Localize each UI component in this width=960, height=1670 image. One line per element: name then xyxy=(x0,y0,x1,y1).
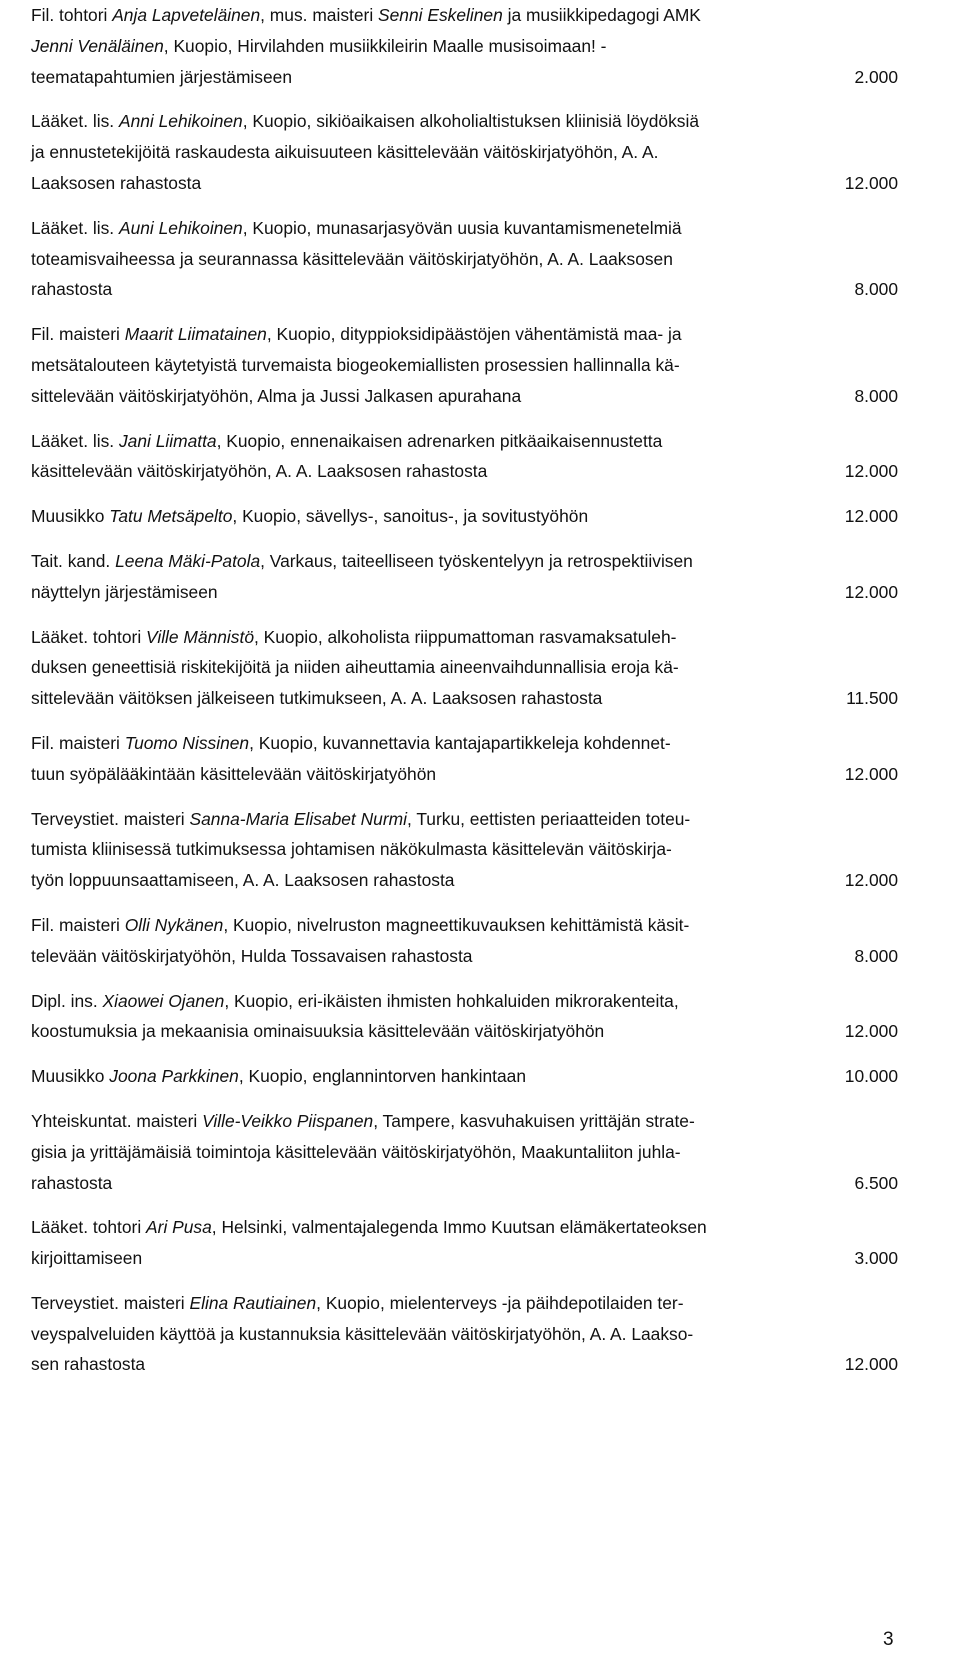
entry-text xyxy=(31,759,436,790)
grant-amount: 2.000 xyxy=(854,66,898,87)
entry-text xyxy=(31,324,682,344)
entry-line xyxy=(31,244,898,275)
recipient-name: Anja Lapveteläinen xyxy=(112,5,261,25)
entry-line xyxy=(31,910,898,941)
entry-line xyxy=(31,1137,898,1168)
entry-text-segment: , Kuopio, dityppioksidipäästöjen vähentämistä maa- ja xyxy=(266,324,682,345)
entry-text-segment: Terveystiet. maisteri xyxy=(31,808,190,829)
entry-text-segment: gisia ja yrittäjämäisiä toimintoja käsittelevään väitöskirjatyöhön, Maakuntaliiton juhla- xyxy=(31,1141,681,1162)
entry-line xyxy=(31,546,898,577)
entry-text-segment: , Turku, eettisten periaatteiden toteu- xyxy=(406,808,691,829)
entry-text-segment: Lääket. lis. xyxy=(31,430,119,451)
recipient-name: Anni Lehikoinen xyxy=(118,111,243,132)
entry-text xyxy=(31,809,690,829)
grant-entry xyxy=(31,426,898,488)
recipient-name: Jenni Venäläinen xyxy=(31,35,164,56)
entry-text-segment: metsätalouteen käytetyistä turvemaista biogeokemiallisten prosessien hallinnalla kä- xyxy=(31,354,680,375)
entry-text-segment: kirjoittamiseen xyxy=(31,1248,143,1269)
entry-line xyxy=(31,501,898,532)
entry-text xyxy=(31,501,588,532)
entry-text-segment: , mus. maisteri xyxy=(260,5,379,25)
grant-amount: 8.000 xyxy=(854,945,898,966)
entry-line xyxy=(31,350,898,381)
entry-text xyxy=(31,1111,695,1131)
entry-text xyxy=(31,36,606,56)
entry-line xyxy=(31,1016,898,1047)
entry-text xyxy=(31,627,676,647)
entry-text xyxy=(31,1061,526,1092)
entry-text xyxy=(31,733,671,753)
entry-line xyxy=(31,274,898,305)
entry-line xyxy=(31,804,898,835)
entry-text xyxy=(31,1243,142,1274)
entry-line xyxy=(31,759,898,790)
recipient-name: Ari Pusa xyxy=(146,1217,212,1238)
entry-text xyxy=(31,1324,693,1344)
entry-line xyxy=(31,941,898,972)
entry-text xyxy=(31,456,487,487)
grant-amount: 11.500 xyxy=(846,688,898,709)
recipient-name: Tatu Metsäpelto xyxy=(109,506,233,527)
entry-text xyxy=(31,657,679,677)
entry-text-segment: Lääket. lis. xyxy=(31,111,119,132)
entry-line xyxy=(31,168,898,199)
grant-list xyxy=(31,0,898,1380)
entry-text xyxy=(31,381,521,412)
entry-text-segment: ja ennustetekijöitä raskaudesta aikuisuuteen käsittelevään väitöskirjatyöhön, A. A. xyxy=(31,142,659,163)
entry-text xyxy=(31,274,112,305)
entry-text-segment: , Kuopio, eri-ikäisten ihmisten hohkaluiden mikrorakenteita, xyxy=(224,990,679,1011)
entry-text-segment: , Kuopio, nivelruston magneettikuvauksen kehittämistä käsit- xyxy=(223,914,690,935)
entry-text-segment: , Kuopio, sikiöaikaisen alkoholialtistuksen kliinisiä löydöksiä xyxy=(242,111,699,132)
entry-line xyxy=(31,622,898,653)
grant-amount: 12.000 xyxy=(844,1021,898,1042)
entry-line xyxy=(31,319,898,350)
entry-line xyxy=(31,834,898,865)
grant-entry xyxy=(31,728,898,790)
entry-text-segment: sittelevään väitöskirjatyöhön, Alma ja Jussi Jalkasen apurahana xyxy=(31,385,522,406)
recipient-name: Leena Mäki-Patola xyxy=(115,550,261,571)
grant-amount: 12.000 xyxy=(844,506,898,527)
entry-line xyxy=(31,577,898,608)
entry-text-segment: käsittelevään väitöskirjatyöhön, A. A. Laaksosen rahastosta xyxy=(31,461,488,482)
grant-entry xyxy=(31,910,898,972)
entry-text xyxy=(31,683,602,714)
entry-text xyxy=(31,865,454,896)
entry-line xyxy=(31,683,898,714)
recipient-name: Tuomo Nissinen xyxy=(124,732,250,753)
grant-entry xyxy=(31,986,898,1048)
entry-text xyxy=(31,1168,112,1199)
entry-line xyxy=(31,213,898,244)
document-page xyxy=(31,0,898,1394)
grant-amount: 12.000 xyxy=(844,1354,898,1375)
entry-text-segment: Fil. tohtori xyxy=(31,5,113,25)
entry-text xyxy=(31,839,672,859)
grant-entry xyxy=(31,106,898,198)
entry-text-segment: , Kuopio, ennenaikaisen adrenarken pitkäaikaisennustetta xyxy=(216,430,663,451)
grant-amount: 12.000 xyxy=(844,870,898,891)
entry-text xyxy=(31,941,472,972)
grant-entry xyxy=(31,622,898,714)
grant-amount: 3.000 xyxy=(854,1248,898,1269)
entry-text-segment: koostumuksia ja mekaanisia ominaisuuksia käsittelevään väitöskirjatyöhön xyxy=(31,1021,605,1042)
grant-entry xyxy=(31,1288,898,1380)
entry-text-segment: , Varkaus, taiteelliseen työskentelyyn ja retrospektiivisen xyxy=(260,550,693,571)
entry-text-segment: veyspalveluiden käyttöä ja kustannuksia käsittelevään väitöskirjatyöhön, A. A. Laakso- xyxy=(31,1323,694,1344)
recipient-name: Elina Rautiainen xyxy=(189,1292,317,1313)
entry-line xyxy=(31,31,898,62)
entry-line xyxy=(31,652,898,683)
entry-text-segment: Laaksosen rahastosta xyxy=(31,172,202,193)
recipient-name: Senni Eskelinen xyxy=(378,5,503,25)
entry-text xyxy=(31,1293,684,1313)
recipient-name: Ville Männistö xyxy=(146,626,254,647)
entry-text-segment: Lääket. tohtori xyxy=(31,1217,147,1238)
entry-text-segment: , Kuopio, alkoholista riippumattoman rasvamaksatuleh- xyxy=(254,626,677,647)
grant-amount: 8.000 xyxy=(854,279,898,300)
grant-entry xyxy=(31,0,898,92)
entry-text-segment: Fil. maisteri xyxy=(31,914,125,935)
entry-line xyxy=(31,1349,898,1380)
recipient-name: Olli Nykänen xyxy=(124,914,224,935)
entry-text xyxy=(31,218,682,238)
entry-text xyxy=(31,142,658,162)
entry-text-segment: rahastosta xyxy=(31,1172,113,1193)
grant-entry xyxy=(31,1061,898,1092)
entry-text-segment: Dipl. ins. xyxy=(31,990,103,1011)
page-number: 3 xyxy=(883,1629,894,1650)
recipient-name: Jani Liimatta xyxy=(118,430,217,451)
entry-text-segment: Yhteiskuntat. maisteri xyxy=(31,1110,203,1131)
entry-text xyxy=(31,168,201,199)
grant-entry xyxy=(31,546,898,608)
grant-entry xyxy=(31,319,898,411)
entry-text-segment: , Tampere, kasvuhakuisen yrittäjän strate- xyxy=(373,1110,695,1131)
entry-text-segment: Lääket. lis. xyxy=(31,217,119,238)
entry-text xyxy=(31,551,693,571)
entry-text-segment: teematapahtumien järjestämiseen xyxy=(31,66,293,87)
entry-text-segment: , Kuopio, kuvannettavia kantajapartikkeleja kohdennet- xyxy=(249,732,671,753)
entry-line xyxy=(31,62,898,93)
entry-text-segment: näyttelyn järjestämiseen xyxy=(31,581,218,602)
entry-line xyxy=(31,1212,898,1243)
entry-text xyxy=(31,1142,681,1162)
recipient-name: Xiaowei Ojanen xyxy=(102,990,225,1011)
grant-amount: 12.000 xyxy=(844,763,898,784)
grant-entry xyxy=(31,501,898,532)
grant-amount: 12.000 xyxy=(844,461,898,482)
entry-line xyxy=(31,986,898,1017)
entry-line xyxy=(31,1288,898,1319)
entry-text-segment: tumista kliinisessä tutkimuksessa johtamisen näkökulmasta käsittelevän väitöskirja- xyxy=(31,839,672,860)
entry-line xyxy=(31,1106,898,1137)
entry-text-segment: , Kuopio, munasarjasyövän uusia kuvantamismenetelmiä xyxy=(242,217,682,238)
entry-line xyxy=(31,381,898,412)
entry-line xyxy=(31,426,898,457)
entry-text-segment: duksen geneettisiä riskitekijöitä ja niiden aiheuttamia aineenvaihdunnallisia eroja kä- xyxy=(31,657,679,678)
entry-line xyxy=(31,1168,898,1199)
entry-text-segment: , Kuopio, sävellys-, sanoitus-, ja sovitustyöhön xyxy=(232,506,589,527)
entry-text xyxy=(31,431,662,451)
grant-amount: 12.000 xyxy=(844,581,898,602)
entry-text-segment: toteamisvaiheessa ja seurannassa käsittelevään väitöskirjatyöhön, A. A. Laaksosen xyxy=(31,248,673,269)
entry-line xyxy=(31,1061,898,1092)
entry-text xyxy=(31,249,673,269)
recipient-name: Auni Lehikoinen xyxy=(118,217,243,238)
grant-amount: 6.500 xyxy=(854,1172,898,1193)
entry-line xyxy=(31,456,898,487)
entry-text-segment: televään väitöskirjatyöhön, Hulda Tossavaisen rahastosta xyxy=(31,945,473,966)
entry-text-segment: Muusikko xyxy=(31,1066,110,1087)
entry-line xyxy=(31,137,898,168)
entry-text-segment: , Kuopio, englannintorven hankintaan xyxy=(238,1066,527,1087)
recipient-name: Sanna-Maria Elisabet Nurmi xyxy=(189,808,407,829)
entry-text-segment: , Helsinki, valmentajalegenda Immo Kuutsan elämäkertateoksen xyxy=(211,1217,707,1238)
recipient-name: Maarit Liimatainen xyxy=(124,324,267,345)
entry-text xyxy=(31,577,218,608)
entry-text-segment: työn loppuunsaattamiseen, A. A. Laaksosen rahastosta xyxy=(31,870,455,891)
entry-text-segment: tuun syöpälääkintään käsittelevään väitöskirjatyöhön xyxy=(31,763,437,784)
entry-text xyxy=(31,991,679,1011)
entry-text xyxy=(31,5,701,25)
entry-text-segment: sittelevään väitöksen jälkeiseen tutkimukseen, A. A. Laaksosen rahastosta xyxy=(31,688,603,709)
grant-entry xyxy=(31,1212,898,1274)
entry-line xyxy=(31,865,898,896)
entry-text xyxy=(31,1217,707,1237)
entry-text xyxy=(31,1349,145,1380)
entry-line xyxy=(31,1243,898,1274)
entry-text-segment: Terveystiet. maisteri xyxy=(31,1292,190,1313)
entry-text xyxy=(31,62,292,93)
grant-entry xyxy=(31,213,898,305)
entry-line xyxy=(31,728,898,759)
grant-entry xyxy=(31,1106,898,1198)
recipient-name: Joona Parkkinen xyxy=(109,1066,239,1087)
grant-amount: 10.000 xyxy=(844,1066,898,1087)
entry-text-segment: Tait. kand. xyxy=(31,550,116,571)
entry-line xyxy=(31,1319,898,1350)
entry-text-segment: Lääket. tohtori xyxy=(31,626,147,647)
entry-text-segment: rahastosta xyxy=(31,279,113,300)
entry-text-segment: Fil. maisteri xyxy=(31,732,125,753)
entry-text-segment: , Kuopio, Hirvilahden musiikkileirin Maalle musisoimaan! - xyxy=(163,35,607,56)
grant-amount: 8.000 xyxy=(854,385,898,406)
entry-text-segment: sen rahastosta xyxy=(31,1354,146,1375)
entry-text-segment: , Kuopio, mielenterveys -ja päihdepotilaiden ter- xyxy=(316,1292,684,1313)
entry-text-segment: Fil. maisteri xyxy=(31,324,125,345)
entry-text-segment: ja musiikkipedagogi AMK xyxy=(502,5,701,25)
recipient-name: Ville-Veikko Piispanen xyxy=(202,1110,374,1131)
entry-line xyxy=(31,0,898,31)
entry-text-segment: Muusikko xyxy=(31,506,110,527)
entry-text xyxy=(31,111,699,131)
entry-text xyxy=(31,915,689,935)
grant-amount: 12.000 xyxy=(844,172,898,193)
entry-text xyxy=(31,1016,604,1047)
entry-line xyxy=(31,106,898,137)
grant-entry xyxy=(31,804,898,896)
entry-text xyxy=(31,355,680,375)
